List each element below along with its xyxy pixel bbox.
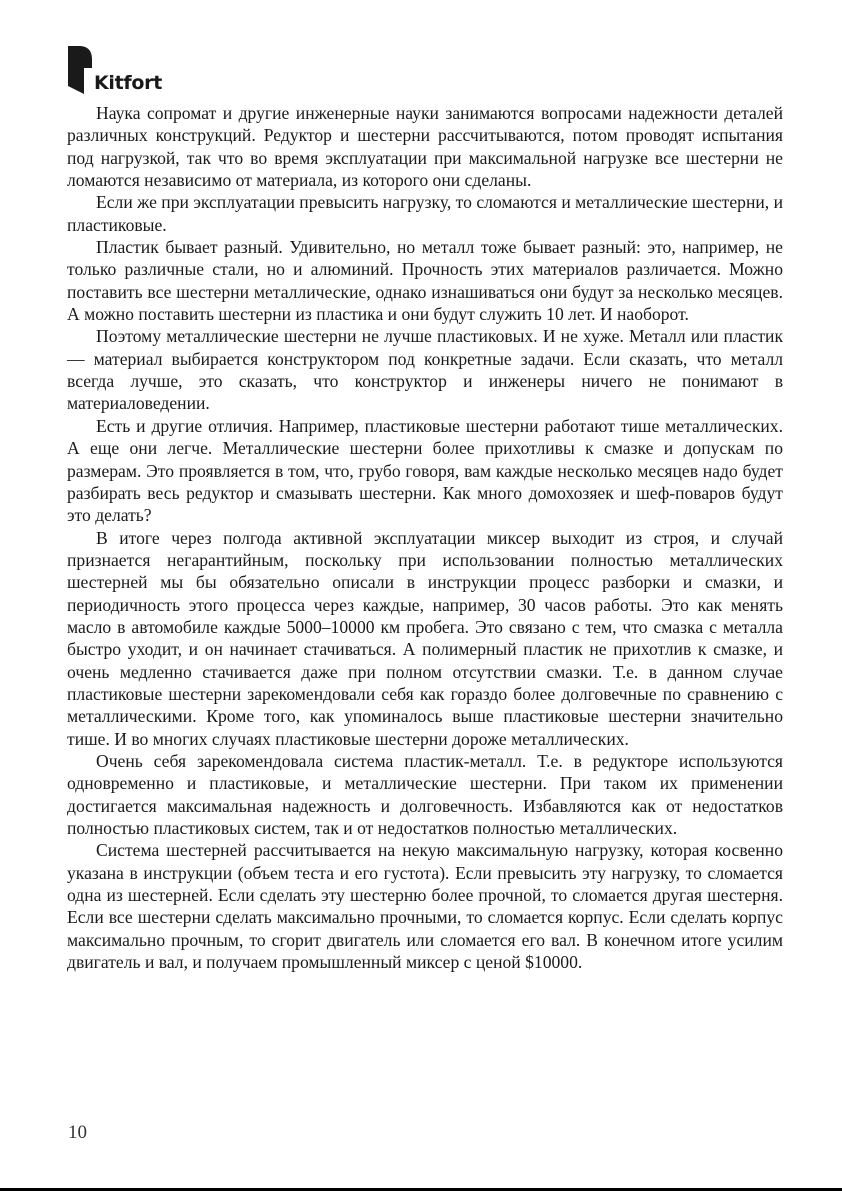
brand-logo <box>66 44 206 96</box>
paragraph: Поэтому металлические шестерни не лучше пластиковых. И не хуже. Металл или пластик — материал выбирается конструктором под конкретные задачи. Если сказать, что металл всегда лучше, это сказать, что конструктор и инженеры ничего не понимают в материаловедении. <box>67 326 783 414</box>
article-body <box>67 102 783 973</box>
paragraph: Если же при эксплуатации превысить нагрузку, то сломаются и металлические шестерни, и пластиковые. <box>67 192 783 235</box>
kitfort-logo-icon <box>66 44 94 94</box>
brand-name: Kitfort <box>94 72 162 94</box>
paragraph: Система шестерней рассчитывается на некую максимальную нагрузку, которая косвенно указана в инструкции (объем теста и его густота). Если превысить эту нагрузку, то сломается одна из шестерней. Если сделать эту шестерню более прочной, то сломается другая шестерня. Если все шестерни сделать максимально прочными, то сломается корпус. Если сделать корпус максимально прочным, то сгорит двигатель или сломается его вал. В конечном итоге усилим двигатель и вал, и получаем промышленный миксер с ценой $10000. <box>67 840 783 973</box>
paragraph: Очень себя зарекомендовала система пластик-металл. Т.е. в редукторе используются одновременно и пластиковые, и металлические шестерни. При таком их применении достигается максимальная надежность и долговечность. Избавляются как от недостатков полностью пластиковых систем, так и от недостатков полностью металлических. <box>67 750 783 838</box>
paragraph: Есть и другие отличия. Например, пластиковые шестерни работают тише металлических. А еще они легче. Металлические шестерни более прихотливы к смазке и допускам по размерам. Это проявляется в том, что, грубо говоря, вам каждые несколько месяцев надо будет разбирать весь редуктор и смазывать шестерни. Как много домохозяек и шеф-поваров будут это делать? <box>67 415 783 526</box>
paragraph: В итоге через полгода активной эксплуатации миксер выходит из строя, и случай признается негарантийным, поскольку при использовании полностью металлических шестерней мы бы обязательно описали в инструкции процесс разборки и смазки, и периодичность этого процесса через каждые, например, 30 часов работы. Это как менять масло в автомобиле каждые 5000–10000 км пробега. Это связано с тем, что смазка с металла быстро уходит, и он начинает стачиваться. А полимерный пластик не прихотлив к смазке, и очень медленно стачивается даже при полном отсутствии смазки. Т.е. в данном случае пластиковые шестерни зарекомендовали себя как гораздо более долговечные по сравнению с металлическими. Кроме того, как упоминалось выше пластиковые шестерни значительно тише. И во многих случаях пластиковые шестерни дороже металлических. <box>67 527 783 749</box>
paragraph: Пластик бывает разный. Удивительно, но металл тоже бывает разный: это, например, не только различные стали, но и алюминий. Прочность этих материалов различается. Можно поставить все шестерни металлические, однако изнашиваться они будут за несколько месяцев. А можно поставить шестерни из пластика и они будут служить 10 лет. И наоборот. <box>67 237 783 325</box>
page-number: 10 <box>68 1122 87 1143</box>
paragraph: Наука сопромат и другие инженерные науки занимаются вопросами надежности деталей различных конструкций. Редуктор и шестерни рассчитываются, потом проводят испытания под нагрузкой, так что во время эксплуатации при максимальной нагрузке все шестерни не ломаются независимо от материала, из которого они сделаны. <box>67 103 783 191</box>
